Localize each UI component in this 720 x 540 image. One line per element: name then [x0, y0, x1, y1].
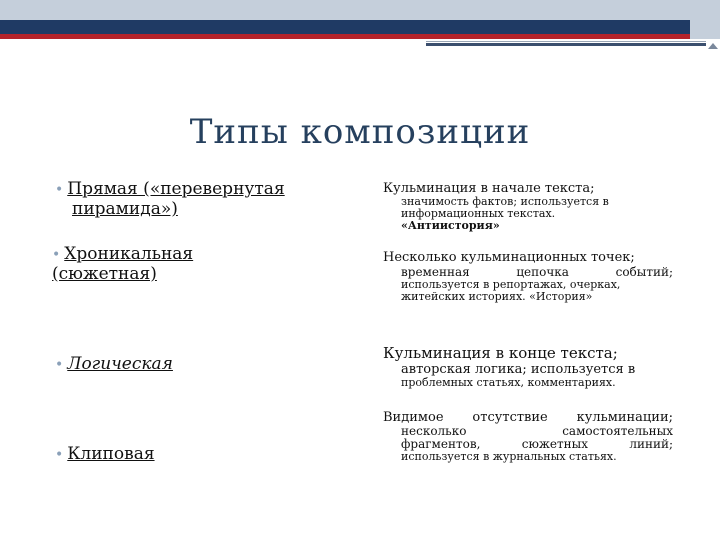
divider-thin [426, 41, 706, 42]
description-line: проблемных статьях, комментариях. [401, 376, 616, 389]
description-line: используется в репортажах, очерках, [401, 278, 621, 291]
header-band-light [0, 0, 720, 20]
bullet-dot-icon: • [52, 247, 61, 263]
bullet-text: Логическая [67, 354, 173, 374]
description-clip [383, 410, 673, 463]
divider-thick [426, 43, 706, 46]
description-direct [383, 181, 673, 232]
header-band-corner [690, 0, 720, 39]
description-line: несколько самостоятельных [401, 424, 673, 438]
bullet-text-continued: пирамида») [72, 199, 178, 219]
description-chronicle [383, 250, 673, 303]
description-lead: Кульминация в начале текста; [383, 181, 595, 196]
bullet-dot-icon: • [55, 357, 64, 373]
header-band-navy [0, 20, 690, 34]
description-line: значимость фактов; используется в [401, 195, 609, 208]
bullet-text: Хроникальная [64, 244, 194, 264]
bullet-item-clip [55, 445, 155, 465]
bullet-item-logical [55, 355, 173, 375]
description-line: житейских историях. «История» [401, 290, 593, 303]
bullet-item-chronicle [52, 245, 342, 284]
description-line: «Антиистория» [401, 219, 500, 232]
description-line: авторская логика; используется в [401, 362, 636, 377]
description-logical [383, 345, 673, 389]
bullet-text: Прямая («перевернутая [67, 179, 285, 199]
bullet-dot-icon: • [55, 447, 64, 463]
bullet-text-continued: (сюжетная) [52, 264, 157, 284]
description-line: используется в журнальных статьях. [401, 450, 617, 463]
description-lead: Кульминация в конце текста; [383, 344, 618, 362]
bullet-item-direct [55, 180, 345, 219]
header-band-red [0, 34, 690, 39]
description-lead: Видимое отсутствие кульминации; [383, 410, 673, 425]
description-line: временная цепочка событий; [401, 265, 673, 279]
description-line: фрагментов, сюжетных линий; [401, 437, 673, 451]
bullet-dot-icon: • [55, 182, 64, 198]
description-lead: Несколько кульминационных точек; [383, 250, 635, 265]
description-line: информационных текстах. [401, 207, 556, 220]
bullet-text: Клиповая [67, 444, 155, 464]
corner-triangle [708, 43, 718, 49]
slide-title: Типы композиции [189, 112, 531, 152]
